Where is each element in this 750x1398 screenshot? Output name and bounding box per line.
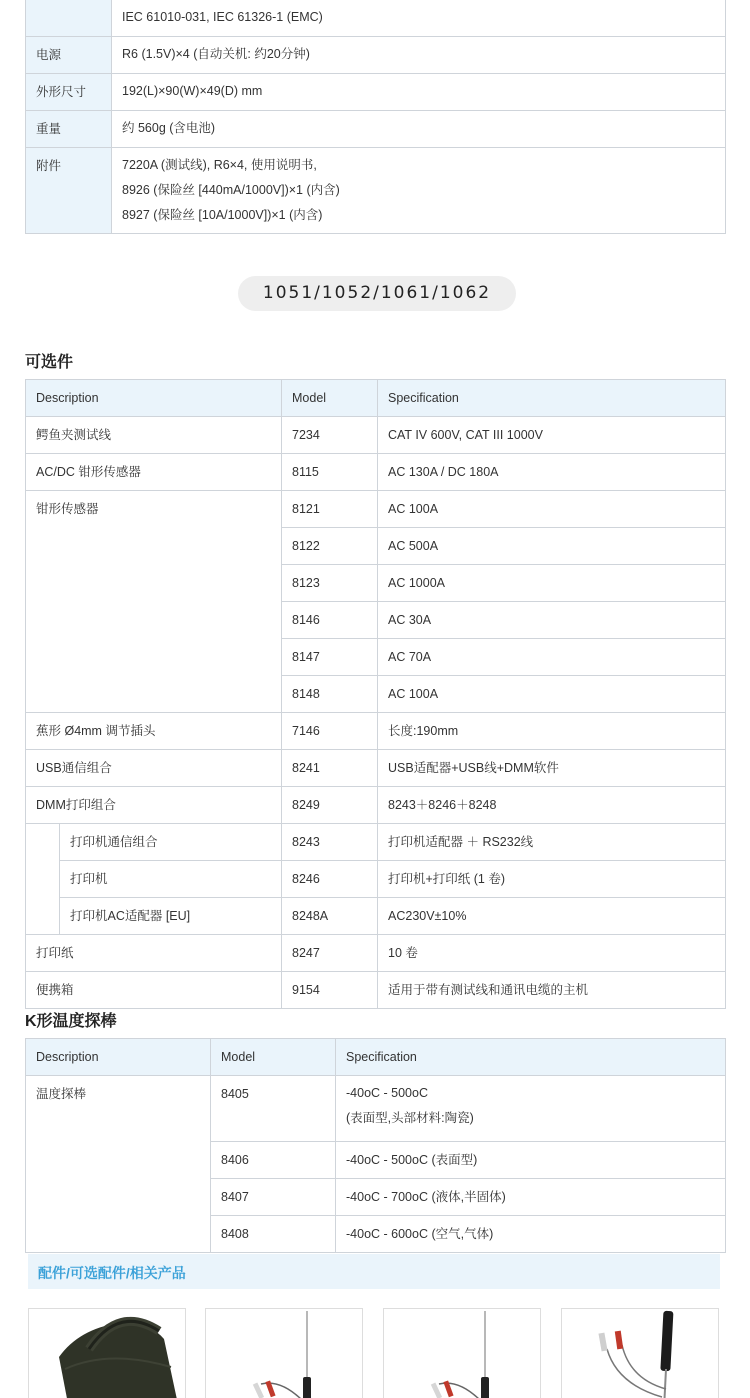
table-row	[26, 454, 726, 491]
option-model: 7146	[282, 713, 378, 750]
option-model: 8243	[282, 824, 378, 861]
option-spec: 打印机+打印纸 (1 卷)	[378, 861, 726, 898]
product-card-carrying-case[interactable]	[28, 1308, 186, 1398]
probe-description: 温度探棒	[26, 1076, 211, 1253]
spec-value	[112, 74, 726, 111]
spec-line: 8927 (保险丝 [10A/1000V])×1 (内含)	[122, 208, 323, 222]
header-model: Model	[282, 380, 378, 417]
table-row	[26, 824, 726, 861]
spec-line: 约 560g (含电池)	[122, 121, 216, 135]
spec-row	[26, 74, 726, 111]
header-model: Model	[211, 1039, 336, 1076]
probe-model: 8406	[211, 1142, 336, 1179]
related-products-title[interactable]: 配件/可选配件/相关产品	[38, 1265, 186, 1281]
model-series-label: 1051/1052/1061/1062	[238, 276, 516, 311]
option-description: 打印机通信组合	[60, 824, 282, 861]
temperature-probe-image	[384, 1309, 541, 1398]
option-spec: AC 130A / DC 180A	[378, 454, 726, 491]
option-description: 打印纸	[26, 935, 282, 972]
product-card-probe-2[interactable]	[383, 1308, 541, 1398]
option-model: 8241	[282, 750, 378, 787]
spec-row	[26, 37, 726, 74]
option-model: 8122	[282, 528, 378, 565]
probe-model: 8408	[211, 1216, 336, 1253]
probe-spec: -40oC - 500oC (表面型)	[336, 1142, 726, 1179]
table-header-row	[26, 1039, 726, 1076]
option-description: 打印机AC适配器 [EU]	[60, 898, 282, 935]
option-model: 8148	[282, 676, 378, 713]
table-row	[26, 935, 726, 972]
spec-value	[112, 37, 726, 74]
probe-model: 8407	[211, 1179, 336, 1216]
option-description: DMM打印组合	[26, 787, 282, 824]
options-table	[25, 379, 726, 1009]
temperature-probe-image	[562, 1309, 719, 1398]
probes-section-title: K形温度探棒	[25, 1013, 117, 1030]
table-row	[26, 713, 726, 750]
probe-spec: -40oC - 600oC (空气,气体)	[336, 1216, 726, 1253]
option-model: 8247	[282, 935, 378, 972]
carrying-case-image	[29, 1309, 186, 1398]
spec-line: 192(L)×90(W)×49(D) mm	[122, 84, 263, 98]
spec-table	[25, 0, 726, 234]
spec-value	[112, 111, 726, 148]
option-spec: AC230V±10%	[378, 898, 726, 935]
option-spec: USB适配器+USB线+DMM软件	[378, 750, 726, 787]
product-card-probe-1[interactable]	[205, 1308, 363, 1398]
option-description: USB通信组合	[26, 750, 282, 787]
spec-line: 8926 (保险丝 [440mA/1000V])×1 (内含)	[122, 183, 340, 197]
probe-spec	[336, 1076, 726, 1142]
option-model: 8123	[282, 565, 378, 602]
option-spec: AC 100A	[378, 676, 726, 713]
spec-value	[112, 148, 726, 234]
option-spec: AC 1000A	[378, 565, 726, 602]
spec-line: IEC 61010-031, IEC 61326-1 (EMC)	[122, 10, 323, 24]
probe-spec-line: -40oC - 500oC	[346, 1086, 428, 1100]
option-description: 钳形传感器	[26, 491, 282, 713]
spec-key: 重量	[26, 111, 112, 148]
option-model: 8249	[282, 787, 378, 824]
option-description: 鳄鱼夹测试线	[26, 417, 282, 454]
spec-key: 附件	[26, 148, 112, 234]
option-model: 9154	[282, 972, 378, 1009]
probe-model: 8405	[211, 1076, 336, 1142]
related-products-bar	[28, 1254, 720, 1289]
spec-key: 外形尺寸	[26, 74, 112, 111]
table-header-row	[26, 380, 726, 417]
option-spec: 长度:190mm	[378, 713, 726, 750]
spec-line: 7220A (测试线), R6×4, 使用说明书,	[122, 158, 317, 172]
table-row	[26, 750, 726, 787]
header-specification: Specification	[336, 1039, 726, 1076]
header-description: Description	[26, 1039, 211, 1076]
probe-spec-line: (表面型,头部材料:陶瓷)	[346, 1111, 474, 1125]
spec-row	[26, 0, 726, 37]
option-spec: AC 70A	[378, 639, 726, 676]
option-model: 8248A	[282, 898, 378, 935]
option-spec: AC 100A	[378, 491, 726, 528]
option-model: 7234	[282, 417, 378, 454]
option-model: 8147	[282, 639, 378, 676]
spec-key: 电源	[26, 37, 112, 74]
header-description: Description	[26, 380, 282, 417]
spec-row	[26, 148, 726, 234]
table-row	[26, 787, 726, 824]
option-description: 打印机	[60, 861, 282, 898]
option-spec: 适用于带有测试线和通讯电缆的主机	[378, 972, 726, 1009]
temperature-probe-image	[206, 1309, 363, 1398]
table-row	[26, 491, 726, 528]
spec-value	[112, 0, 726, 37]
option-spec: 打印机适配器 ＋ RS232线	[378, 824, 726, 861]
option-model: 8121	[282, 491, 378, 528]
option-spec: CAT IV 600V, CAT III 1000V	[378, 417, 726, 454]
option-description: AC/DC 钳形传感器	[26, 454, 282, 491]
indent-cell	[26, 824, 60, 935]
product-card-probe-3[interactable]	[561, 1308, 719, 1398]
table-row	[26, 417, 726, 454]
table-row	[26, 1076, 726, 1142]
spec-row	[26, 111, 726, 148]
option-model: 8115	[282, 454, 378, 491]
options-section-title: 可选件	[25, 354, 74, 371]
option-model: 8146	[282, 602, 378, 639]
option-description: 蕉形 Ø4mm 调节插头	[26, 713, 282, 750]
option-description: 便携箱	[26, 972, 282, 1009]
table-row	[26, 861, 726, 898]
probe-spec: -40oC - 700oC (液体,半固体)	[336, 1179, 726, 1216]
table-row	[26, 972, 726, 1009]
table-row	[26, 898, 726, 935]
spec-line: R6 (1.5V)×4 (自动关机: 约20分钟)	[122, 47, 310, 61]
option-spec: AC 500A	[378, 528, 726, 565]
option-spec: AC 30A	[378, 602, 726, 639]
probes-table	[25, 1038, 726, 1253]
header-specification: Specification	[378, 380, 726, 417]
option-spec: 8243＋8246＋8248	[378, 787, 726, 824]
spec-key	[26, 0, 112, 37]
option-model: 8246	[282, 861, 378, 898]
option-spec: 10 卷	[378, 935, 726, 972]
